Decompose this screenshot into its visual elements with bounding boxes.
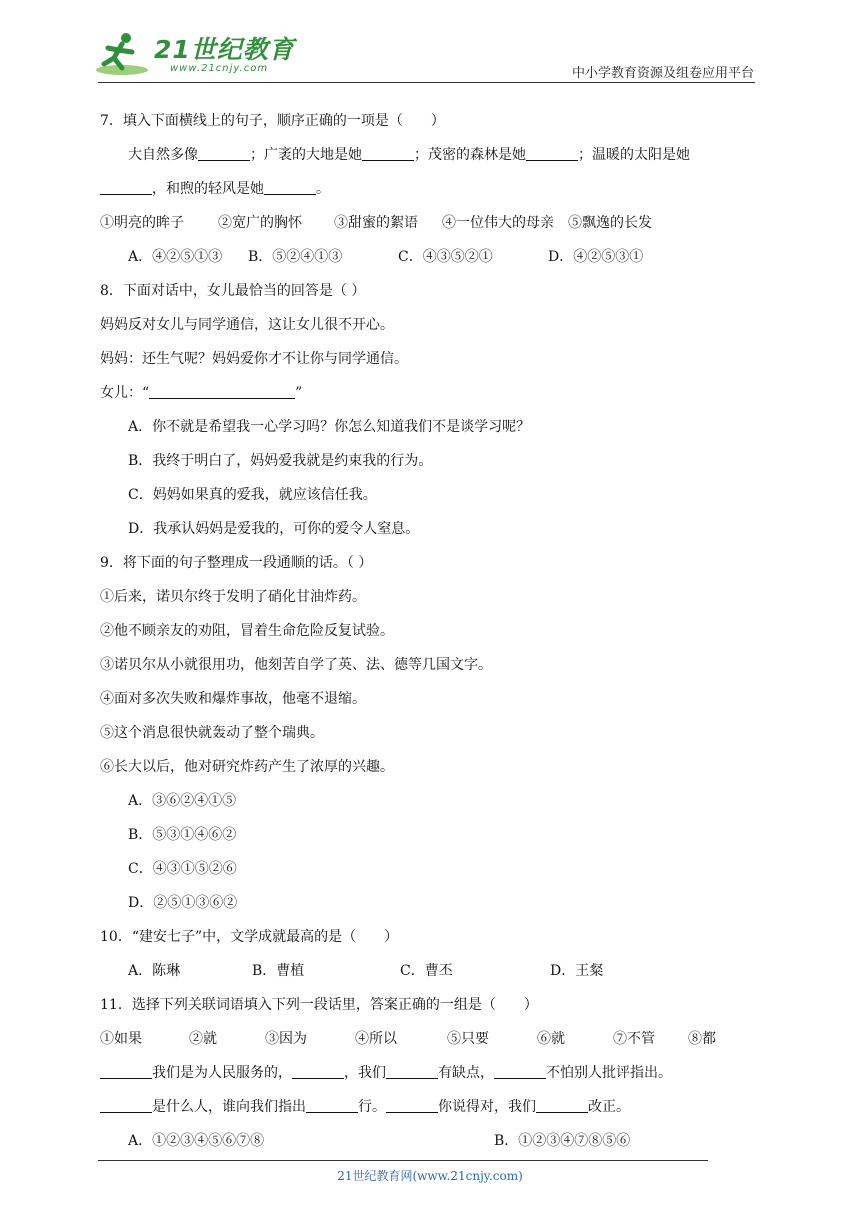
answer-blank bbox=[536, 1098, 588, 1113]
answer-blank bbox=[306, 1098, 358, 1113]
option-d[interactable]: D．王粲 bbox=[550, 963, 604, 979]
option-b[interactable]: B．⑤②④①③ bbox=[248, 249, 343, 265]
answer-blank bbox=[100, 180, 152, 195]
option-b[interactable]: B．①②③④⑦⑧⑤⑥ bbox=[494, 1133, 631, 1149]
q11-text: ，我们 bbox=[344, 1065, 386, 1081]
q11-text: 是什么人，谁向我们指出 bbox=[152, 1099, 306, 1115]
q7-item: ①明亮的眸子 bbox=[100, 215, 184, 231]
q9-item: ⑤这个消息很快就轰动了整个瑞典。 bbox=[100, 725, 324, 741]
answer-blank bbox=[494, 1064, 546, 1079]
option-d[interactable]: D．我承认妈妈是爱我的，可你的爱令人窒息。 bbox=[128, 521, 420, 537]
q7-text: ，和煦的轻风是她 bbox=[152, 181, 264, 197]
q11-word: ⑤只要 bbox=[447, 1031, 489, 1047]
option-b[interactable]: B．曹植 bbox=[252, 963, 305, 979]
q8-text: ” bbox=[295, 385, 303, 401]
answer-blank bbox=[362, 146, 414, 161]
option-d[interactable]: D．④②⑤③① bbox=[548, 249, 644, 265]
question-list bbox=[100, 104, 760, 1158]
q11-word: ①如果 bbox=[100, 1031, 142, 1047]
q7-text: 大自然多像 bbox=[128, 147, 198, 163]
q7-sentence-line1 bbox=[100, 138, 760, 172]
q11-text: 有缺点， bbox=[438, 1065, 494, 1081]
q11-options bbox=[100, 1124, 760, 1158]
q8-context: 妈妈反对女儿与同学通信，这让女儿很不开心。 bbox=[100, 317, 394, 333]
answer-blank bbox=[198, 146, 250, 161]
footer-link[interactable]: 21世纪教育网(www.21cnjy.com) bbox=[337, 1169, 523, 1183]
option-c[interactable]: C．④③①⑤②⑥ bbox=[128, 861, 237, 877]
q11-word: ②就 bbox=[189, 1031, 217, 1047]
footer-divider bbox=[98, 1160, 708, 1161]
q11-stem: 11．选择下列关联词语填入下列一段话里，答案正确的一组是（ ） bbox=[100, 997, 538, 1013]
option-c[interactable]: C．曹丕 bbox=[400, 963, 453, 979]
q7-stem: 7．填入下面横线上的句子，顺序正确的一项是（ ） bbox=[100, 113, 445, 129]
q11-text: 行。 bbox=[358, 1099, 386, 1115]
page-header bbox=[0, 0, 860, 84]
option-a[interactable]: A．④②⑤①③ bbox=[128, 249, 223, 265]
q9-item: ④面对多次失败和爆炸事故，他毫不退缩。 bbox=[100, 691, 366, 707]
option-a[interactable]: A．③⑥②④①⑤ bbox=[128, 793, 237, 809]
answer-blank bbox=[100, 1064, 152, 1079]
header-divider bbox=[98, 82, 755, 83]
q11-words bbox=[100, 1022, 760, 1056]
q7-text: ；茂密的森林是她 bbox=[414, 147, 526, 163]
option-c[interactable]: C．妈妈如果真的爱我，就应该信任我。 bbox=[128, 487, 377, 503]
q11-word: ⑥就 bbox=[537, 1031, 565, 1047]
q10-stem: 10．“建安七子”中，文学成就最高的是（ ） bbox=[100, 929, 399, 945]
answer-blank bbox=[386, 1098, 438, 1113]
option-b[interactable]: B．我终于明白了，妈妈爱我就是约束我的行为。 bbox=[128, 453, 433, 469]
runner-logo-icon bbox=[92, 30, 150, 78]
q11-text: 你说得对，我们 bbox=[438, 1099, 536, 1115]
q9-item: ⑥长大以后，他对研究炸药产生了浓厚的兴趣。 bbox=[100, 759, 394, 775]
q11-text: 改正。 bbox=[588, 1099, 630, 1115]
q11-word: ⑦不管 bbox=[613, 1031, 655, 1047]
q9-stem: 9．将下面的句子整理成一段通顺的话。（ ） bbox=[100, 555, 373, 571]
q7-item: ⑤飘逸的长发 bbox=[568, 215, 652, 231]
q11-word: ⑧都 bbox=[688, 1031, 716, 1047]
q11-paragraph-line1 bbox=[100, 1056, 760, 1090]
answer-blank bbox=[526, 146, 578, 161]
q7-text: ；温暖的太阳是她 bbox=[578, 147, 690, 163]
logo-url: www.21cnjy.com bbox=[170, 63, 269, 74]
q9-item: ①后来，诺贝尔终于发明了硝化甘油炸药。 bbox=[100, 589, 366, 605]
q8-text: 女儿：“ bbox=[100, 385, 150, 401]
logo-text: 21世纪教育 bbox=[154, 35, 295, 64]
q11-word: ④所以 bbox=[355, 1031, 397, 1047]
q11-paragraph-line2 bbox=[100, 1090, 760, 1124]
q11-word: ③因为 bbox=[265, 1031, 307, 1047]
answer-blank bbox=[149, 384, 295, 399]
answer-blank bbox=[386, 1064, 438, 1079]
q9-item: ③诺贝尔从小就很用功，他刻苦自学了英、法、德等几国文字。 bbox=[100, 657, 492, 673]
q8-mother-line: 妈妈：还生气呢？妈妈爱你才不让你与同学通信。 bbox=[100, 351, 408, 367]
q10-options bbox=[100, 954, 760, 988]
q7-items bbox=[100, 206, 760, 240]
logo bbox=[92, 30, 295, 78]
q7-text: 。 bbox=[316, 181, 330, 197]
q7-sentence-line2 bbox=[100, 172, 760, 206]
q11-text: 不怕别人批评指出。 bbox=[546, 1065, 672, 1081]
q7-item: ④一位伟大的母亲 bbox=[442, 215, 554, 231]
option-a[interactable]: A．陈琳 bbox=[128, 963, 181, 979]
q7-item: ②宽广的胸怀 bbox=[218, 215, 302, 231]
option-a[interactable]: A．你不就是希望我一心学习吗？你怎么知道我们不是谈学习呢？ bbox=[128, 419, 531, 435]
q7-options bbox=[100, 240, 760, 274]
platform-name: 中小学教育资源及组卷应用平台 bbox=[571, 66, 754, 81]
answer-blank bbox=[264, 180, 316, 195]
option-d[interactable]: D．②⑤①③⑥② bbox=[128, 895, 238, 911]
option-b[interactable]: B．⑤③①④⑥② bbox=[128, 827, 237, 843]
q7-item: ③甜蜜的絮语 bbox=[334, 215, 418, 231]
option-c[interactable]: C．④③⑤②① bbox=[398, 249, 493, 265]
q8-stem: 8．下面对话中，女儿最恰当的回答是（ ） bbox=[100, 283, 366, 299]
option-a[interactable]: A．①②③④⑤⑥⑦⑧ bbox=[128, 1133, 265, 1149]
q7-text: ；广袤的大地是她 bbox=[250, 147, 362, 163]
q11-text: 我们是为人民服务的， bbox=[152, 1065, 292, 1081]
q9-item: ②他不顾亲友的劝阻，冒着生命危险反复试验。 bbox=[100, 623, 394, 639]
answer-blank bbox=[100, 1098, 152, 1113]
q8-daughter-line bbox=[100, 376, 760, 410]
answer-blank bbox=[292, 1064, 344, 1079]
